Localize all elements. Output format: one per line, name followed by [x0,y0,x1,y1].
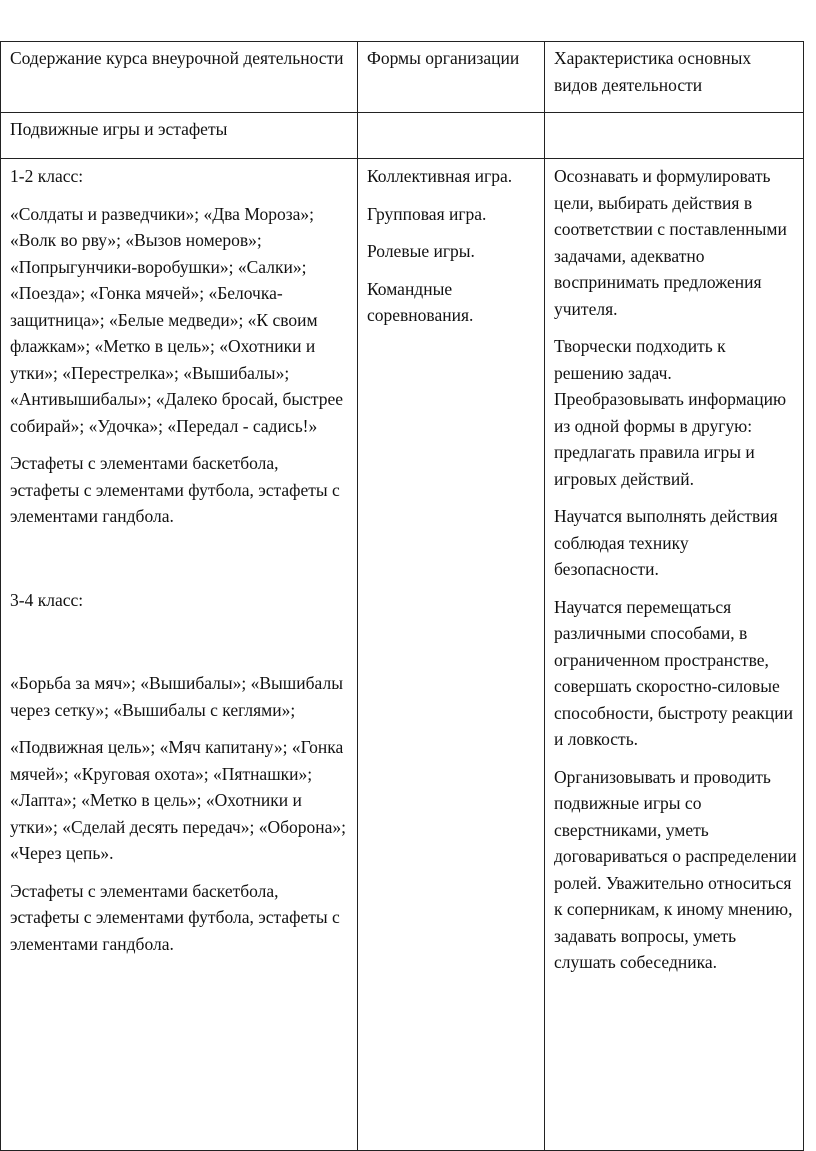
grade-3-4-games-1: «Борьба за мяч»; «Вышибалы»; «Вышибалы через сетку»; «Вышибалы с кеглями»; [10,673,343,720]
spacer [10,624,351,670]
header-activities-label: Характеристика основных видов деятельности [554,48,752,95]
table-body-row [1,159,804,1151]
activity-item: Научатся перемещаться различными способами, в ограниченном пространстве, совершать скоростно-силовые способности, быстроту реакции и ловкость. [554,596,794,749]
content-cell [1,159,358,1151]
activity-item: Научатся выполнять действия соблюдая технику безопасности. [554,506,778,579]
activity-item: Творчески подходить к решению задач. Преобразовывать информацию из одной формы в другую: предлагать правила игры и игровых действий. [554,336,787,489]
activity-item: Организовывать и проводить подвижные игры со сверстниками, уметь договариваться о распределении ролей. Уважительно относиться к соперникам, к иному мнению, задавать вопросы, уметь слушать собеседника. [554,766,797,972]
section-row [1,113,804,159]
grade-3-4-label: 3-4 класс: [10,589,84,610]
header-forms-label: Формы организации [367,48,520,68]
form-item: Коллективная игра. [367,166,513,186]
header-cell-forms [358,42,545,113]
section-title-cell [1,113,358,159]
form-item: Групповая игра. [367,203,487,224]
grade-1-2-label: 1-2 класс: [10,166,84,186]
form-item: Командные соревнования. [367,278,474,325]
grade-3-4-games-2: «Подвижная цель»; «Мяч капитану»; «Гонка мячей»; «Круговая охота»; «Пятнашки»; «Лапта»; «Метко в цель»; «Охотники и утки»; «Сделай десять передач»; «Оборона»; «Через цепь». [10,737,346,863]
section-empty-cell-activities [545,113,804,159]
grade-1-2-relays: Эстафеты с элементами баскетбола, эстафеты с элементами футбола, эстафеты с элементами гандбола. [10,453,340,526]
activities-cell [545,159,804,1151]
grade-3-4-relays: Эстафеты с элементами баскетбола, эстафеты с элементами футбола, эстафеты с элементами гандбола. [10,880,340,954]
section-title: Подвижные игры и эстафеты [10,119,228,139]
spacer [10,541,351,587]
header-content-label: Содержание курса внеурочной деятельности [10,48,344,68]
curriculum-table [0,41,804,1151]
header-cell-content [1,42,358,113]
activity-item: Осознавать и формулировать цели, выбирать действия в соответствии с поставленными задачами, адекватно воспринимать предложения учителя. [554,166,787,319]
header-cell-activities [545,42,804,113]
grade-1-2-games: «Солдаты и разведчики»; «Два Мороза»; «Волк во рву»; «Вызов номеров»; «Попрыгунчики-воробушки»; «Салки»; «Поезда»; «Гонка мячей»; «Белочка-защитница»; «Белые медведи»; «К своим флажкам»; «Метко в цель»; «Охотники и утки»; «Перестрелка»; «Вышибалы»; «Антивышибалы»; «Далеко бросай, быстрее собирай»; «Удочка»; «Передал - садись!» [10,203,344,436]
section-empty-cell-forms [358,113,545,159]
table-header-row [1,42,804,113]
form-item: Ролевые игры. [367,241,475,261]
forms-cell [358,159,545,1151]
